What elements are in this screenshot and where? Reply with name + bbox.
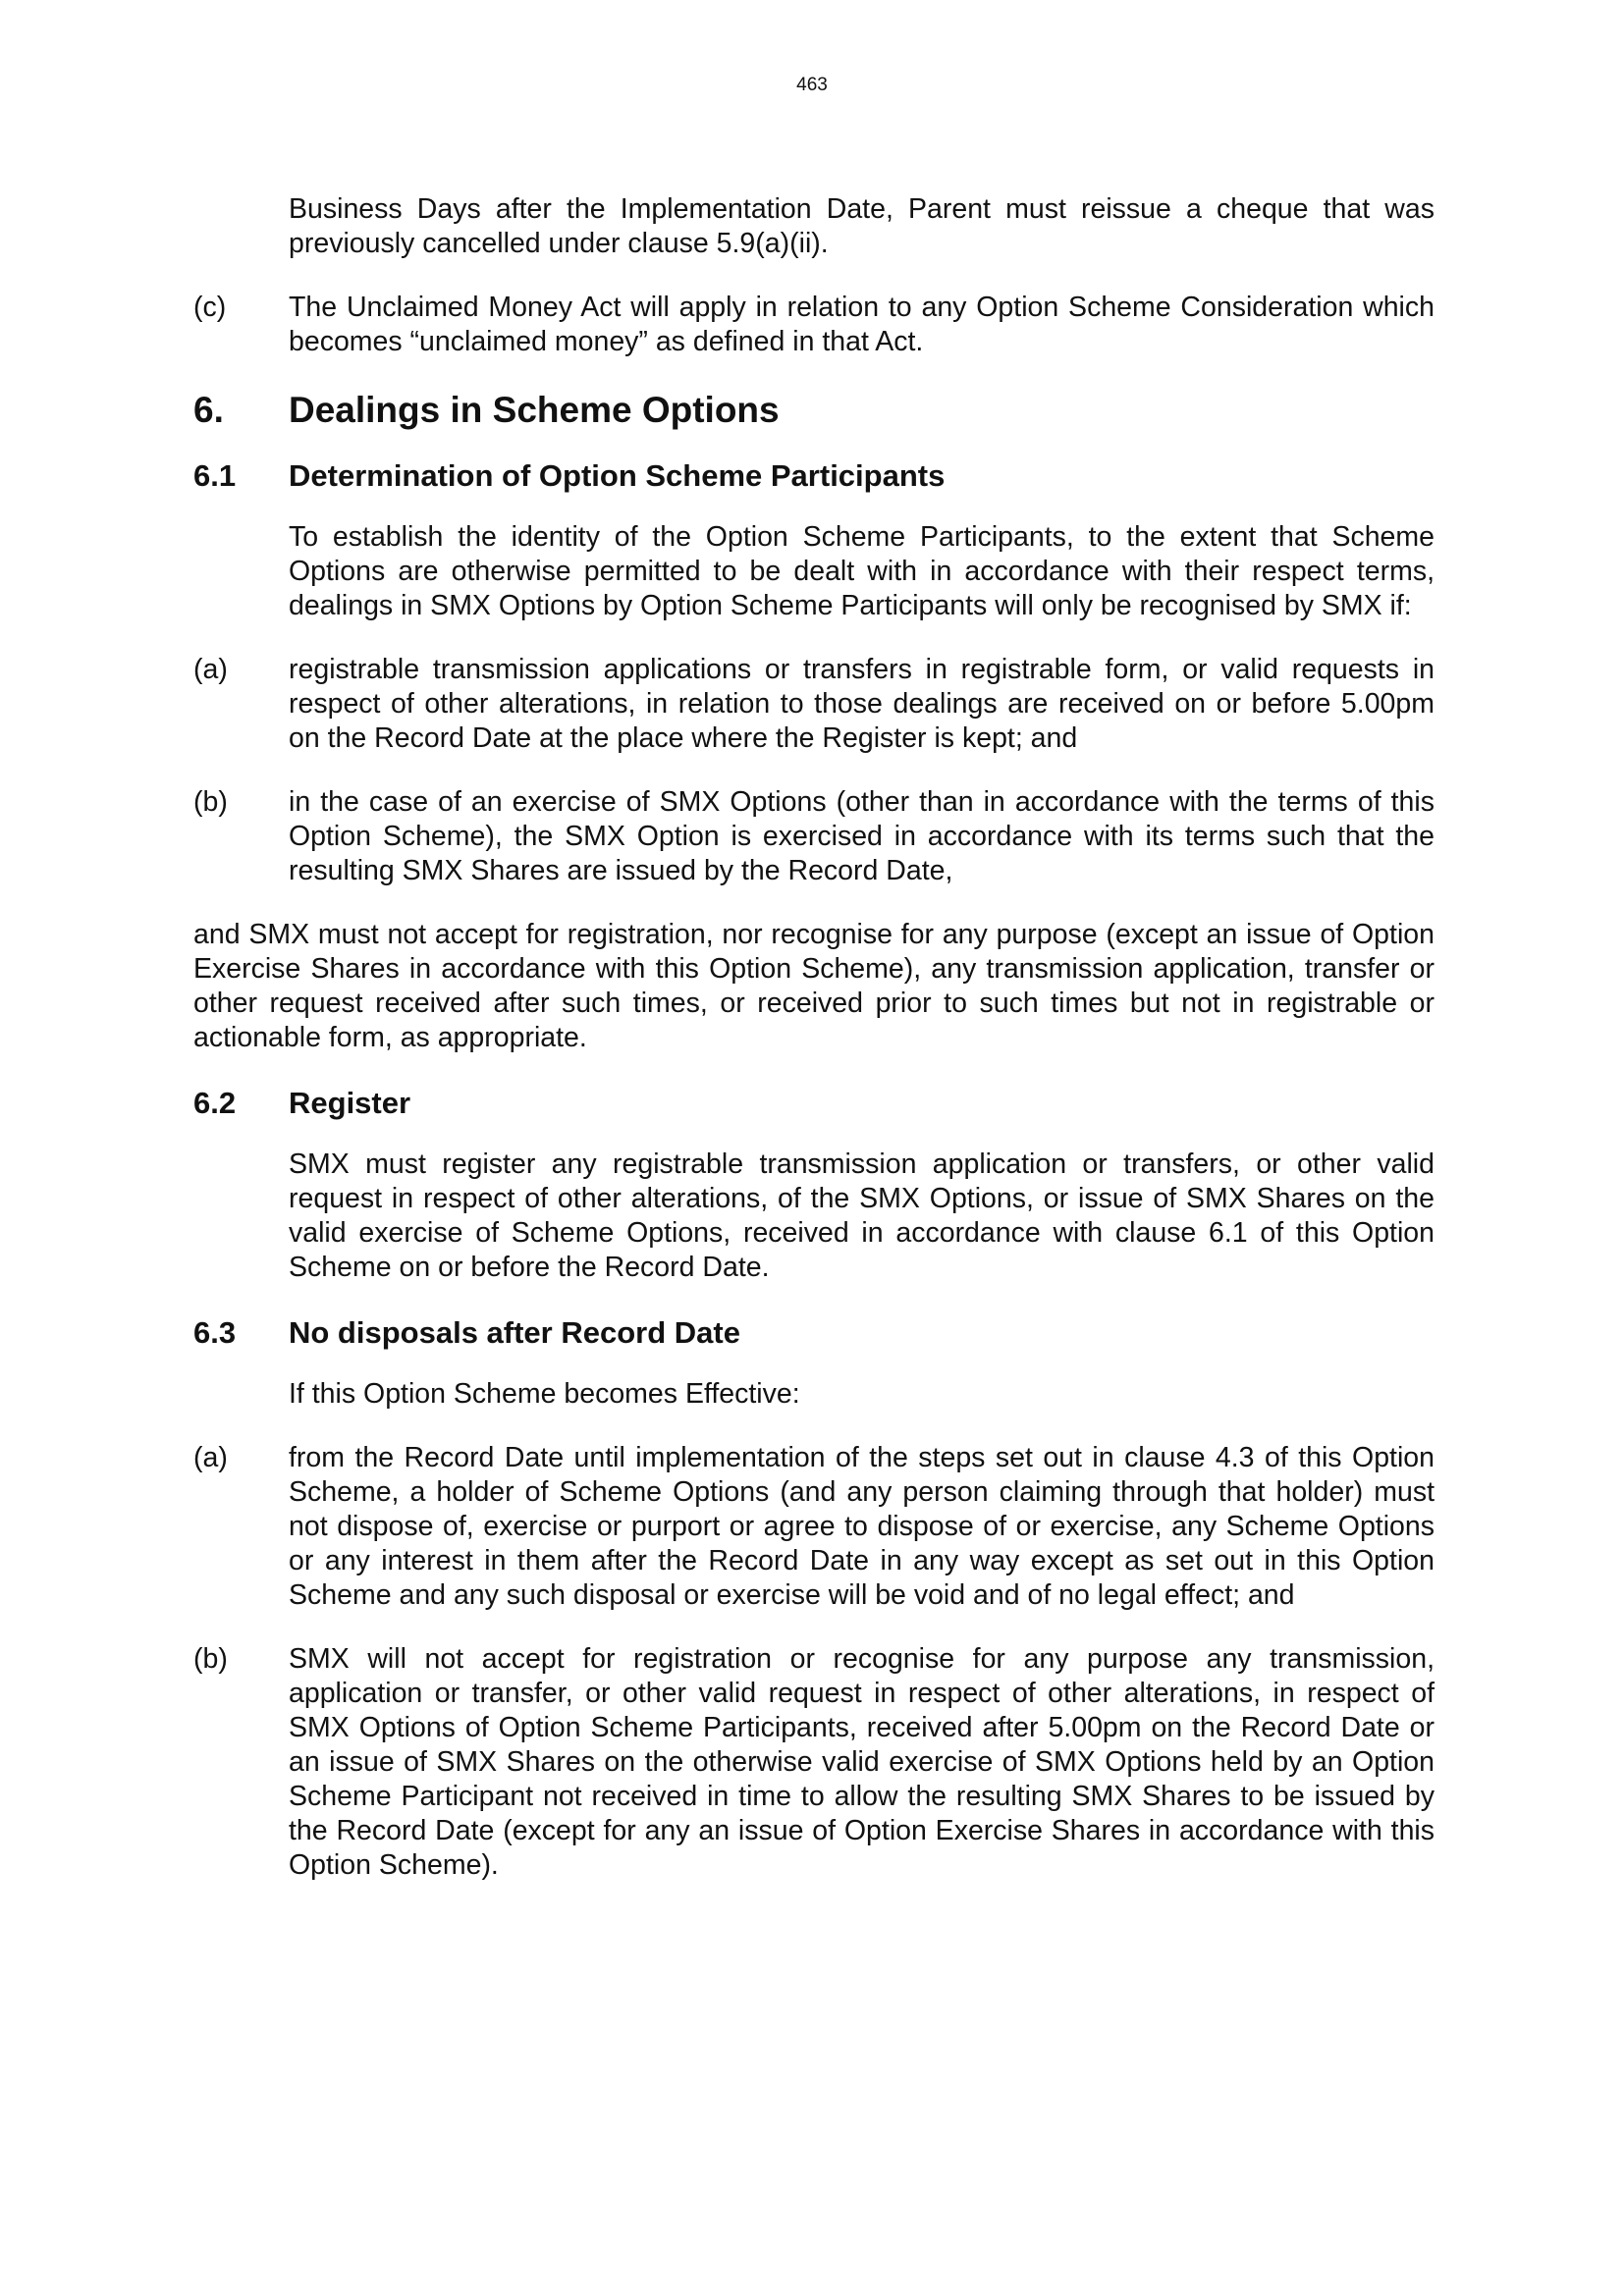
page-number: 463: [796, 75, 828, 95]
clause-6-3-intro: [289, 1377, 1435, 1412]
list-marker: (a): [193, 654, 228, 685]
list-item-a: [193, 1441, 1435, 1613]
list-item-text: registrable transmission applications or transfers in registrable form, or valid requests in respect of other alterations, in relation to those dealings are received on or before 5.00pm on the Record Date at the place where the Register is kept; and: [289, 654, 1435, 754]
clause-6-3-heading: [193, 1314, 1435, 1352]
section-title: Dealings in Scheme Options: [289, 390, 780, 430]
clause-number: 6.2: [193, 1086, 237, 1120]
section-6-heading: [193, 389, 1435, 432]
list-item-text: from the Record Date until implementation of the steps set out in clause 4.3 of this Option Scheme, a holder of Scheme Options (and any person claiming through that holder) must not dispose of, exercise or purport or agree to dispose of or exercise, any Scheme Options or any interest in them after the Record Date in any way except as set out in this Option Scheme and any such disposal or exercise will be void and of no legal effect; and: [289, 1442, 1435, 1611]
list-item-text: SMX will not accept for registration or recognise for any purpose any transmission, application or transfer, or other valid request in respect of other alterations, in respect of SMX Options of Option Scheme Participants, received after 5.00pm on the Record Date or an issue of SMX Shares on the otherwise valid exercise of SMX Options held by an Option Scheme Participant not received in time to allow the resulting SMX Shares to be issued by the Record Date (except for any an issue of Option Exercise Shares in accordance with this Option Scheme).: [289, 1643, 1435, 1881]
clause-number: 6.1: [193, 458, 237, 493]
clause-title: Register: [289, 1086, 411, 1120]
list-marker: (c): [193, 292, 227, 323]
list-marker: (a): [193, 1442, 228, 1473]
list-item-a: [193, 653, 1435, 756]
list-item-b: [193, 1642, 1435, 1883]
document-body: [193, 192, 1435, 1883]
list-item-c: [193, 291, 1435, 359]
clause-6-1-closing: and SMX must not accept for registration, nor recognise for any purpose (except an issue of Option Exercise Shares in accordance with this Option Scheme), any transmission application, transfer or other request received after such times, or received prior to such times but not in registrable or actionable form, as appropriate.: [193, 919, 1435, 1053]
list-item-text: in the case of an exercise of SMX Options (other than in accordance with the terms of this Option Scheme), the SMX Option is exercised in accordance with its terms such that the resulting SMX Shares are issued by the Record Date,: [289, 786, 1435, 886]
paragraph: If this Option Scheme becomes Effective:: [289, 1378, 800, 1410]
list-marker: (b): [193, 1643, 228, 1675]
clause-6-2-heading: [193, 1085, 1435, 1122]
clause-6-1-intro: [289, 520, 1435, 623]
clause-6-2-body: [289, 1148, 1435, 1285]
list-item-b: [193, 785, 1435, 888]
list-item-text: The Unclaimed Money Act will apply in relation to any Option Scheme Consideration which becomes “unclaimed money” as defined in that Act.: [289, 292, 1435, 357]
clause-number: 6.3: [193, 1315, 237, 1350]
section-number: 6.: [193, 390, 224, 430]
paragraph: To establish the identity of the Option Scheme Participants, to the extent that Scheme Options are otherwise permitted to be dealt with in accordance with their respect terms, dealings in SMX Options by Option Scheme Participants will only be recognised by SMX if:: [289, 521, 1435, 621]
clause-title: No disposals after Record Date: [289, 1315, 740, 1350]
clause-title: Determination of Option Scheme Participants: [289, 458, 946, 493]
clause-6-1-heading: [193, 457, 1435, 495]
list-marker: (b): [193, 786, 228, 818]
continuation-text: Business Days after the Implementation Date, Parent must reissue a cheque that was previously cancelled under clause 5.9(a)(ii).: [289, 193, 1435, 259]
continuation-paragraph: [289, 192, 1435, 261]
paragraph: SMX must register any registrable transmission application or transfers, or other valid request in respect of other alterations, of the SMX Options, or issue of SMX Shares on the valid exercise of Scheme Options, received in accordance with clause 6.1 of this Option Scheme on or before the Record Date.: [289, 1148, 1435, 1283]
